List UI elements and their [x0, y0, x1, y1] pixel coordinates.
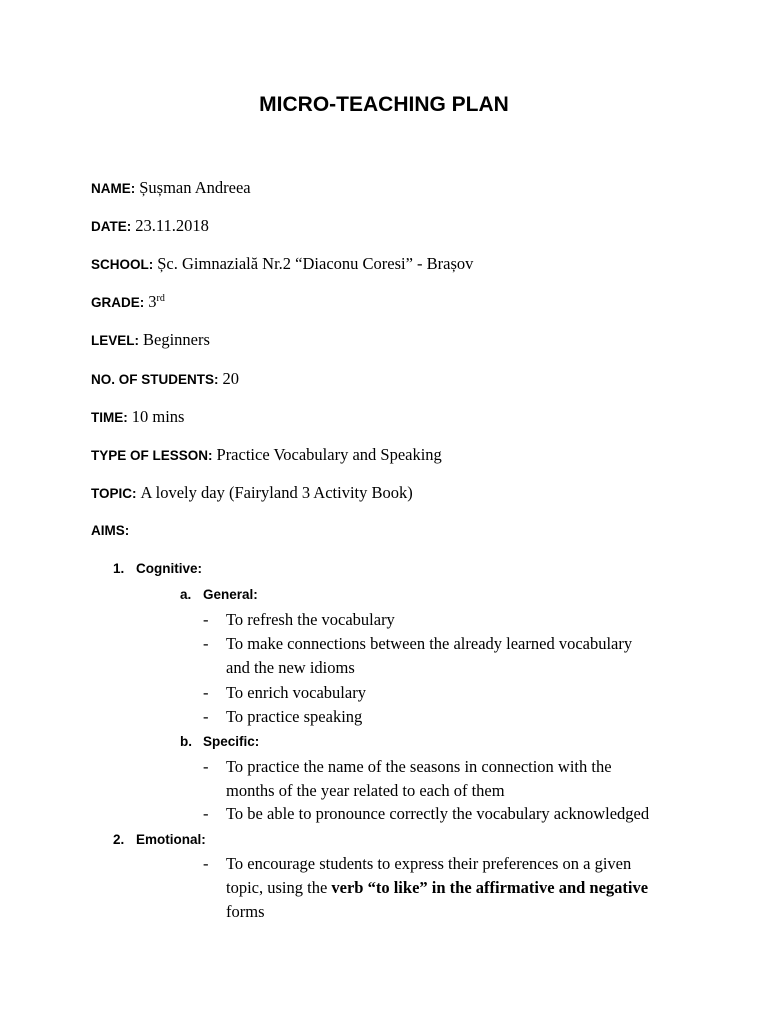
list-item-continuation: forms: [226, 902, 265, 921]
level-field: [91, 330, 210, 351]
bullet-dash: -: [203, 854, 209, 873]
specific-label: Specific:: [203, 734, 260, 749]
students-value: 20: [222, 369, 239, 388]
school-value: Șc. Gimnazială Nr.2 “Diaconu Coresi” - Brașov: [157, 254, 474, 273]
list-item-emphasis: verb “to like” in the affirmative and negative: [331, 878, 649, 897]
emotional-heading: [113, 830, 206, 850]
school-field: [91, 254, 473, 275]
name-value: Șușman Andreea: [139, 178, 251, 197]
time-label: TIME:: [91, 410, 128, 425]
emotional-number: 2.: [113, 832, 125, 847]
topic-value: A lovely day (Fairyland 3 Activity Book): [140, 483, 413, 502]
list-item-text: To practice speaking: [226, 707, 363, 726]
page-title: MICRO-TEACHING PLAN: [259, 93, 509, 116]
cognitive-heading: [113, 559, 202, 579]
date-field: [91, 216, 209, 237]
cognitive-label: Cognitive:: [136, 561, 202, 576]
aims-label: AIMS:: [91, 523, 130, 538]
list-item-text: To refresh the vocabulary: [226, 610, 395, 629]
grade-field: [91, 292, 165, 313]
general-label: General:: [203, 587, 258, 602]
list-item-text: topic, using the: [226, 878, 332, 897]
aims-heading: [91, 521, 129, 541]
lesson-type-field: [91, 445, 442, 466]
level-value: Beginners: [143, 330, 210, 349]
list-item-text: To practice the name of the seasons in connection with the: [226, 757, 612, 776]
time-field: [91, 407, 184, 428]
bullet-dash: -: [203, 804, 209, 823]
name-label: NAME:: [91, 181, 136, 196]
list-item-text: To enrich vocabulary: [226, 683, 366, 702]
list-item-continuation: [226, 878, 648, 898]
bullet-dash: -: [203, 634, 209, 653]
list-item-continuation: and the new idioms: [226, 658, 355, 677]
list-item-text: To be able to pronounce correctly the vocabulary acknowledged: [226, 804, 650, 823]
date-label: DATE:: [91, 219, 132, 234]
list-item-text: To make connections between the already learned vocabulary: [226, 634, 633, 653]
name-field: [91, 178, 251, 199]
list-item-text: To encourage students to express their preferences on a given: [226, 854, 632, 873]
topic-label: TOPIC:: [91, 486, 137, 501]
bullet-dash: -: [203, 683, 209, 702]
lesson-type-label: TYPE OF LESSON:: [91, 448, 213, 463]
date-value: 23.11.2018: [135, 216, 209, 235]
specific-letter: b.: [180, 734, 192, 749]
grade-value: 3: [148, 292, 157, 311]
students-label: NO. OF STUDENTS:: [91, 372, 219, 387]
list-item-continuation: months of the year related to each of them: [226, 781, 505, 800]
bullet-dash: -: [203, 707, 209, 726]
lesson-type-value: Practice Vocabulary and Speaking: [216, 445, 442, 464]
topic-field: [91, 483, 413, 504]
cognitive-number: 1.: [113, 561, 125, 576]
bullet-dash: -: [203, 757, 209, 776]
specific-heading: [180, 732, 259, 752]
general-letter: a.: [180, 587, 192, 602]
students-field: [91, 369, 239, 390]
level-label: LEVEL:: [91, 333, 140, 348]
emotional-label: Emotional:: [136, 832, 206, 847]
grade-suffix: rd: [156, 293, 165, 304]
school-label: SCHOOL:: [91, 257, 154, 272]
grade-label: GRADE:: [91, 295, 145, 310]
general-heading: [180, 585, 258, 605]
bullet-dash: -: [203, 610, 209, 629]
time-value: 10 mins: [131, 407, 185, 426]
